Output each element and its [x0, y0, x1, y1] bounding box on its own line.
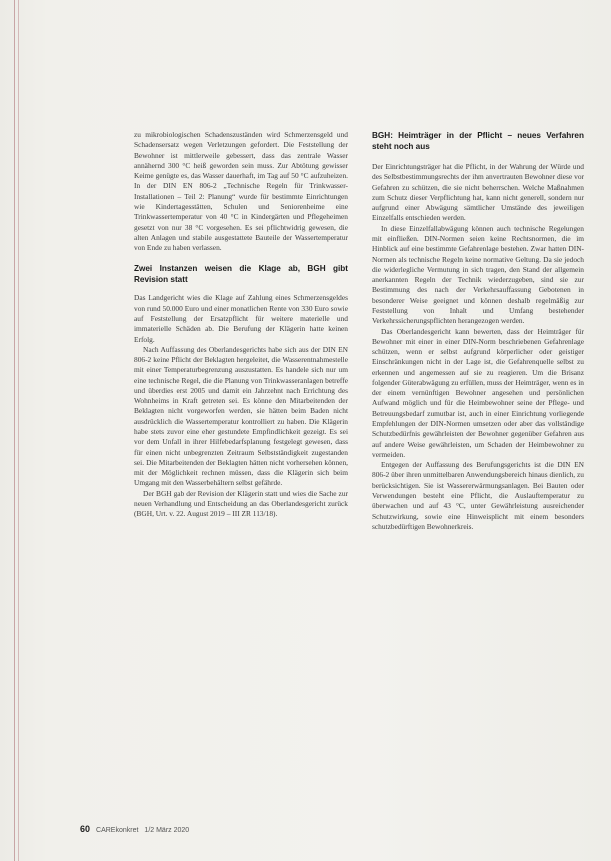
paragraph: Der Einrichtungsträger hat die Pflicht, in der Wahrung der Würde und des Selbstbestimmungsrechts der ihm anvertrauten Bewohner diese vor Gefahren zu schützen, die sie nicht beherrschen. Welche Maßnahmen zum Schutz dieser Verpflichtung hat, kann nicht generell, sondern nur aufgrund einer Abwägung sämtlicher Umstände des jeweiligen Einzelfalls entschieden werden.: [372, 162, 584, 223]
paragraph: Das Oberlandesgericht kann bewerten, dass der Heimträger für Bewohner mit einer in einer DIN-Norm beschriebenen Gefahrenlage schützen, wenn er selbst aufgrund körperlicher oder geistiger Einschränkungen nicht in der Lage ist, die Gefahrenquelle selbst zu erkennen und angemessen auf sie zu reagieren. Um die Brisanz folgender Güterabwägung zu erfüllen, muss der Heimträger, wenn es in der einem vernünftigen Bewohner angesehen und persönlichen Aufwand möglich und für die Heimbewohner seine der Pflege- und Betreuungsbedarf zumutbar ist, auch in einer Einrichtung vorliegende Empfehlungen der DIN-Normen umsetzen oder aber das vollständige Schutzbedürfnis gewährleisten der Bewohner gegenüber Gefahren aus auf andere Weise gewährleisten, um Schaden der Heimbewohner zu vermeiden.: [372, 326, 584, 459]
page-footer: [80, 824, 189, 834]
issue-label: 1/2 März 2020: [144, 827, 190, 834]
paragraph: zu mikrobiologischen Schadenszuständen wird Schmerzensgeld und Schadensersatz wegen Verletzungen gefordert. Die Feststellung der Bewohner ist mittlerweile gebessert, dass das zentrale Wasser annähernd 300 °C heiß geworden sein muss. Zur Abtötung gewisser Keime genügte es, das Wasser dauerhaft, im Tag auf 50 °C aufzuheizen. In der DIN EN 806-2 „Technische Regeln für Trinkwasser-Installationen – Teil 2: Planung“ wurde für bestimmte Einrichtungen wie Kindertagesstätten, Schulen und Seniorenheime eine Trinkwassertemperatur von 40 °C in Kindergärten und Pflegeheimen gesetzt von nur 38 °C vorgesehen. Es sei pflichtwidrig gewesen, die alten Anlagen und stabile ausgestattete Bauteile der Wassertemperatur von Ende zu haben verlassen.: [134, 130, 348, 253]
paragraph: In diese Einzelfallabwägung können auch technische Regelungen mit einfließen. DIN-Normen seien keine Rechtsnormen, die im Hinblick auf eine bestimmte Gefahrenlage bestehen. Zwar hatten DIN-Normen als technische Regeln keine normative Geltung. Da sie jedoch die widerlegliche Vermutung in sich tragen, den Stand der allgemein anerkannten Regeln der Technik wiederzugeben, sind sie zur Bestimmung des nach der Verkehrsauffassung Gebotenen in besonderer Weise geeignet und können deshalb regelmäßig zur Feststellung von Inhalt und Umfang bestehender Verkehrssicherungspflichten herangezogen werden.: [372, 223, 584, 326]
page-number: 60: [80, 824, 91, 834]
right-column: [372, 130, 584, 532]
binding-edge-line: [18, 0, 19, 861]
paragraph: Nach Auffassung des Oberlandesgerichts habe sich aus der DIN EN 806-2 keine Pflicht der Beklagten hergeleitet, die Wasserentnahmestelle mit einer Temperaturbegrenzung auszustatten. Es handele sich nur um eine technische Regel, die die Planung von Trinkwasseranlagen betreffe und überdies erst 2005 und damit ein Jahrzehnt nach Errichtung des Wohnheims in Kraft getreten sei. Es könne den Mitarbeitenden der Beklagten nicht vorgeworfen werden, sie hätten beim Baden nicht ausdrücklich die Wassertemperatur kontrolliert zu haben. Die Klägerin habe stets zuvor eine eher gestundete Empfindlichkeit gezeigt. Es sei vor dem Unfall in ihrer Hilfebedarfsplanung festgelegt gewesen, dass für einen nicht unbegrenzten Zeitraum Selbstständigkeit zugestanden sei. Die Mitarbeitenden der Beklagten hätten nicht vorhersehen können, mit der Möglichkeit rechnen müssen, dass die Klägerin sich beim Umgang mit den Wasserbehältern selbst gefährde.: [134, 344, 348, 488]
paragraph: Entgegen der Auffassung des Berufungsgerichts ist die DIN EN 806-2 über ihren unmittelbaren Anwendungsbereich hinaus dienlich, zu berücksichtigen. Sie ist Wassererwärmungsanlagen. Bei Bauten oder Verwendungen besteht eine Pflicht, die Auslauftemperatur zu überwachen und auf 43 °C, unter Gewährleistung ausreichender Schutzwirkung, sowie eine Hinweisplicht mit einem besonders schutzbedürftigen Bewohnerkreis.: [372, 460, 584, 531]
section-heading: Zwei Instanzen weisen die Klage ab, BGH gibt Revision statt: [134, 264, 348, 285]
paragraph: Das Landgericht wies die Klage auf Zahlung eines Schmerzensgeldes von rund 50.000 Euro und einer monatlichen Rente von 330 Euro sowie auf Feststellung der Ersatzpflicht für weitere materielle und immaterielle Schäden ab. Die Berufung der Klägerin hatte keinen Erfolg.: [134, 293, 348, 344]
binding-edge-line: [14, 0, 15, 861]
section-heading: BGH: Heimträger in der Pflicht – neues Verfahren steht noch aus: [372, 131, 584, 151]
publication-name: CAREkonkret: [96, 827, 139, 834]
paragraph: Der BGH gab der Revision der Klägerin statt und wies die Sache zur neuen Verhandlung und Entscheidung an das Oberlandesgericht zurück (BGH, Urt. v. 22. August 2019 – III ZR 113/18).: [134, 488, 348, 519]
left-column: [134, 130, 348, 520]
